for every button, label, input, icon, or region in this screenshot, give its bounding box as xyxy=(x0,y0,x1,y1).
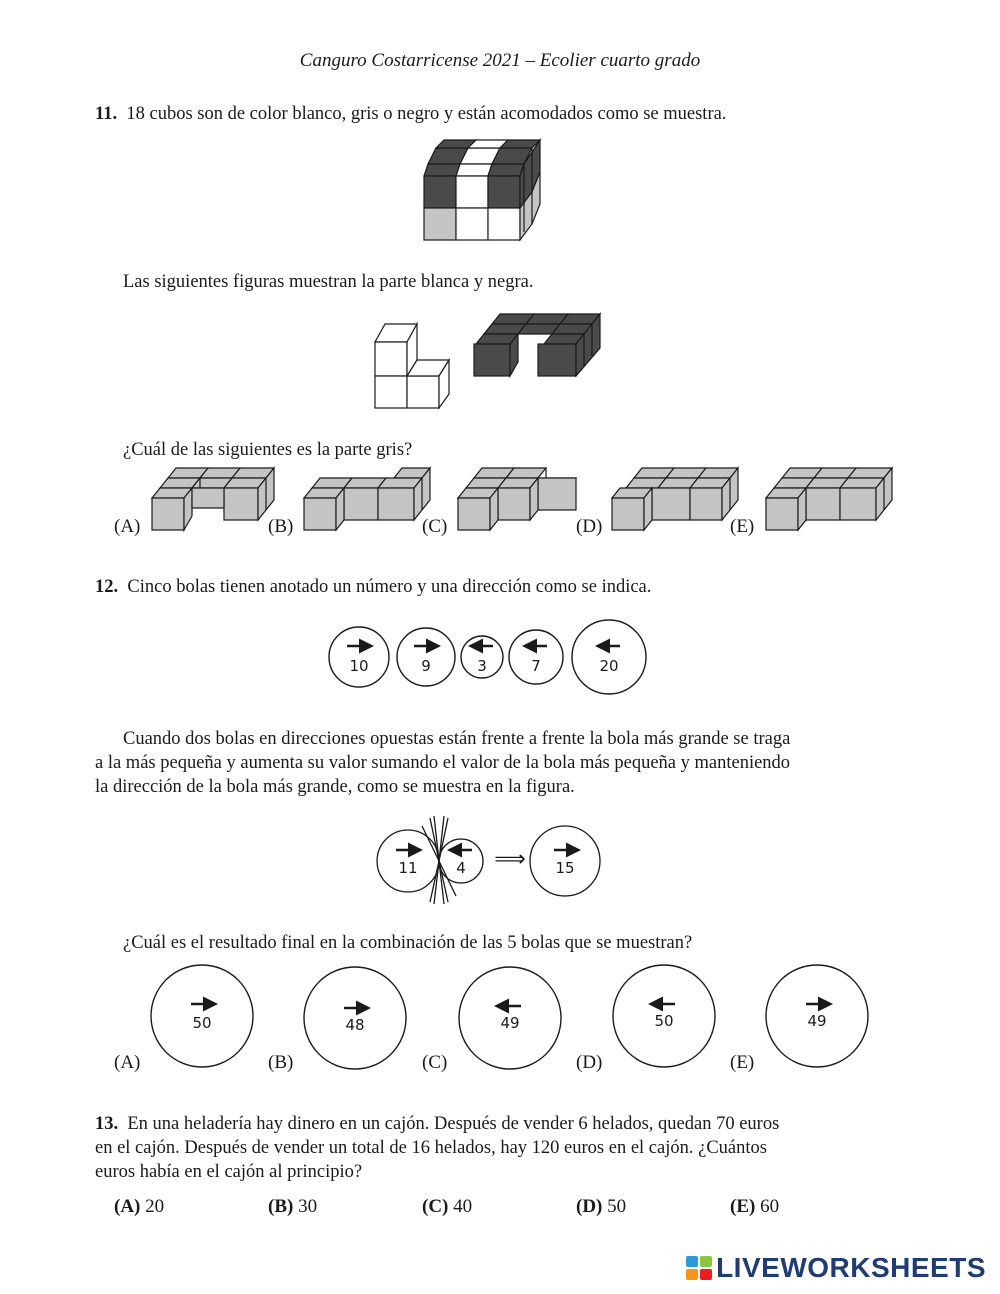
q12-question: ¿Cuál es el resultado final en la combinación de las 5 bolas que se muestran? xyxy=(123,933,693,953)
q11-option-a-label[interactable]: (A) xyxy=(114,516,141,537)
ball-3-value: 3 xyxy=(477,657,487,675)
q12-option-e-value: 49 xyxy=(807,1012,827,1030)
q12-option-d-value: 50 xyxy=(654,1012,674,1030)
q11-black-part xyxy=(470,312,604,382)
q12-option-b-ball[interactable] xyxy=(303,966,409,1072)
q13-text-line3: euros había en el cajón al principio? xyxy=(95,1162,363,1182)
q11-text2: Las siguientes figuras muestran la parte blanca y negra. xyxy=(123,272,534,292)
q13-text-line2: en el cajón. Después de vender un total de 16 helados, hay 120 euros en el cajón. ¿Cuántos xyxy=(95,1138,767,1158)
logo-icon xyxy=(686,1256,712,1280)
q12-balls-figure xyxy=(325,620,655,696)
q13-option-a-value: 20 xyxy=(145,1196,165,1217)
q11-option-c-label[interactable]: (C) xyxy=(422,516,448,537)
q13-option-c-value: 40 xyxy=(453,1196,473,1217)
q13-option-d[interactable] xyxy=(576,1196,626,1218)
q13-option-d-label: (D) xyxy=(576,1196,603,1217)
q12-option-a-value: 50 xyxy=(192,1014,212,1032)
q12-para-line2: a la más pequeña y aumenta su valor sumando el valor de la bola más pequeña y manteniendo xyxy=(95,753,791,773)
ball-4-value: 7 xyxy=(531,657,541,675)
q13-option-e[interactable] xyxy=(730,1196,779,1218)
q11-option-c-figure[interactable] xyxy=(454,466,584,534)
example-ball-a-value: 11 xyxy=(398,859,418,877)
q12-example-figure xyxy=(372,816,608,904)
q11-text: 18 cubos son de color blanco, gris o negro y están acomodados como se muestra. xyxy=(126,104,727,124)
q12-option-a-label[interactable]: (A) xyxy=(114,1052,141,1073)
q12-option-c-label[interactable]: (C) xyxy=(422,1052,448,1073)
q12-number: 12. xyxy=(95,577,119,597)
q12-para-line3: la dirección de la bola más grande, como se muestra en la figura. xyxy=(95,777,575,797)
q11-option-e-figure[interactable] xyxy=(762,466,896,534)
q12-para-line1: Cuando dos bolas en direcciones opuestas están frente a frente la bola más grande se traga xyxy=(123,729,791,749)
q11-option-b-figure[interactable] xyxy=(300,466,434,534)
q13-option-d-value: 50 xyxy=(607,1196,627,1217)
q13-option-b[interactable] xyxy=(268,1196,317,1218)
q13-option-e-label: (E) xyxy=(730,1196,756,1217)
ball-2-value: 9 xyxy=(421,657,431,675)
q12-option-d-label[interactable]: (D) xyxy=(576,1052,603,1073)
q12-option-c-ball[interactable] xyxy=(458,966,564,1072)
q13-option-b-value: 30 xyxy=(298,1196,318,1217)
q11-option-e-label[interactable]: (E) xyxy=(730,516,755,537)
ball-5-value: 20 xyxy=(599,657,619,675)
q12-statement xyxy=(95,575,651,599)
q13-option-a-label: (A) xyxy=(114,1196,141,1217)
page-header: Canguro Costarricense 2021 – Ecolier cuarto grado xyxy=(299,50,701,71)
q11-main-figure xyxy=(420,140,560,246)
q12-option-e-ball[interactable] xyxy=(765,964,871,1070)
q13-option-b-label: (B) xyxy=(268,1196,294,1217)
implies-symbol: ⟹ xyxy=(494,847,526,872)
q11-question: ¿Cuál de las siguientes es la parte gris? xyxy=(123,440,413,460)
q11-option-d-label[interactable]: (D) xyxy=(576,516,603,537)
q13-option-c[interactable] xyxy=(422,1196,472,1218)
q12-text: Cinco bolas tienen anotado un número y una dirección como se indica. xyxy=(127,577,652,597)
example-result-value: 15 xyxy=(555,859,575,877)
q13-option-c-label: (C) xyxy=(422,1196,449,1217)
q13-option-e-value: 60 xyxy=(760,1196,780,1217)
example-ball-b-value: 4 xyxy=(456,859,466,877)
q11-option-d-figure[interactable] xyxy=(608,466,742,534)
q12-option-e-label[interactable]: (E) xyxy=(730,1052,755,1073)
q11-statement xyxy=(95,102,726,126)
q13-option-a[interactable] xyxy=(114,1196,164,1218)
ball-1-value: 10 xyxy=(349,657,369,675)
q11-option-b-label[interactable]: (B) xyxy=(268,516,294,537)
q12-option-b-label[interactable]: (B) xyxy=(268,1052,294,1073)
q11-number: 11. xyxy=(95,104,118,124)
q11-white-part xyxy=(373,322,455,412)
q13-line1 xyxy=(95,1112,779,1136)
logo-text: LIVEWORKSHEETS xyxy=(716,1252,986,1283)
q12-option-b-value: 48 xyxy=(345,1016,365,1034)
q12-option-d-ball[interactable] xyxy=(612,964,718,1070)
q12-option-c-value: 49 xyxy=(500,1014,520,1032)
q13-text-line1: En una heladería hay dinero en un cajón. Después de vender 6 helados, quedan 70 euros xyxy=(127,1114,780,1134)
liveworksheets-logo xyxy=(686,1252,986,1284)
q12-option-a-ball[interactable] xyxy=(150,964,256,1070)
q13-number: 13. xyxy=(95,1114,119,1134)
q11-option-a-figure[interactable] xyxy=(148,466,278,534)
